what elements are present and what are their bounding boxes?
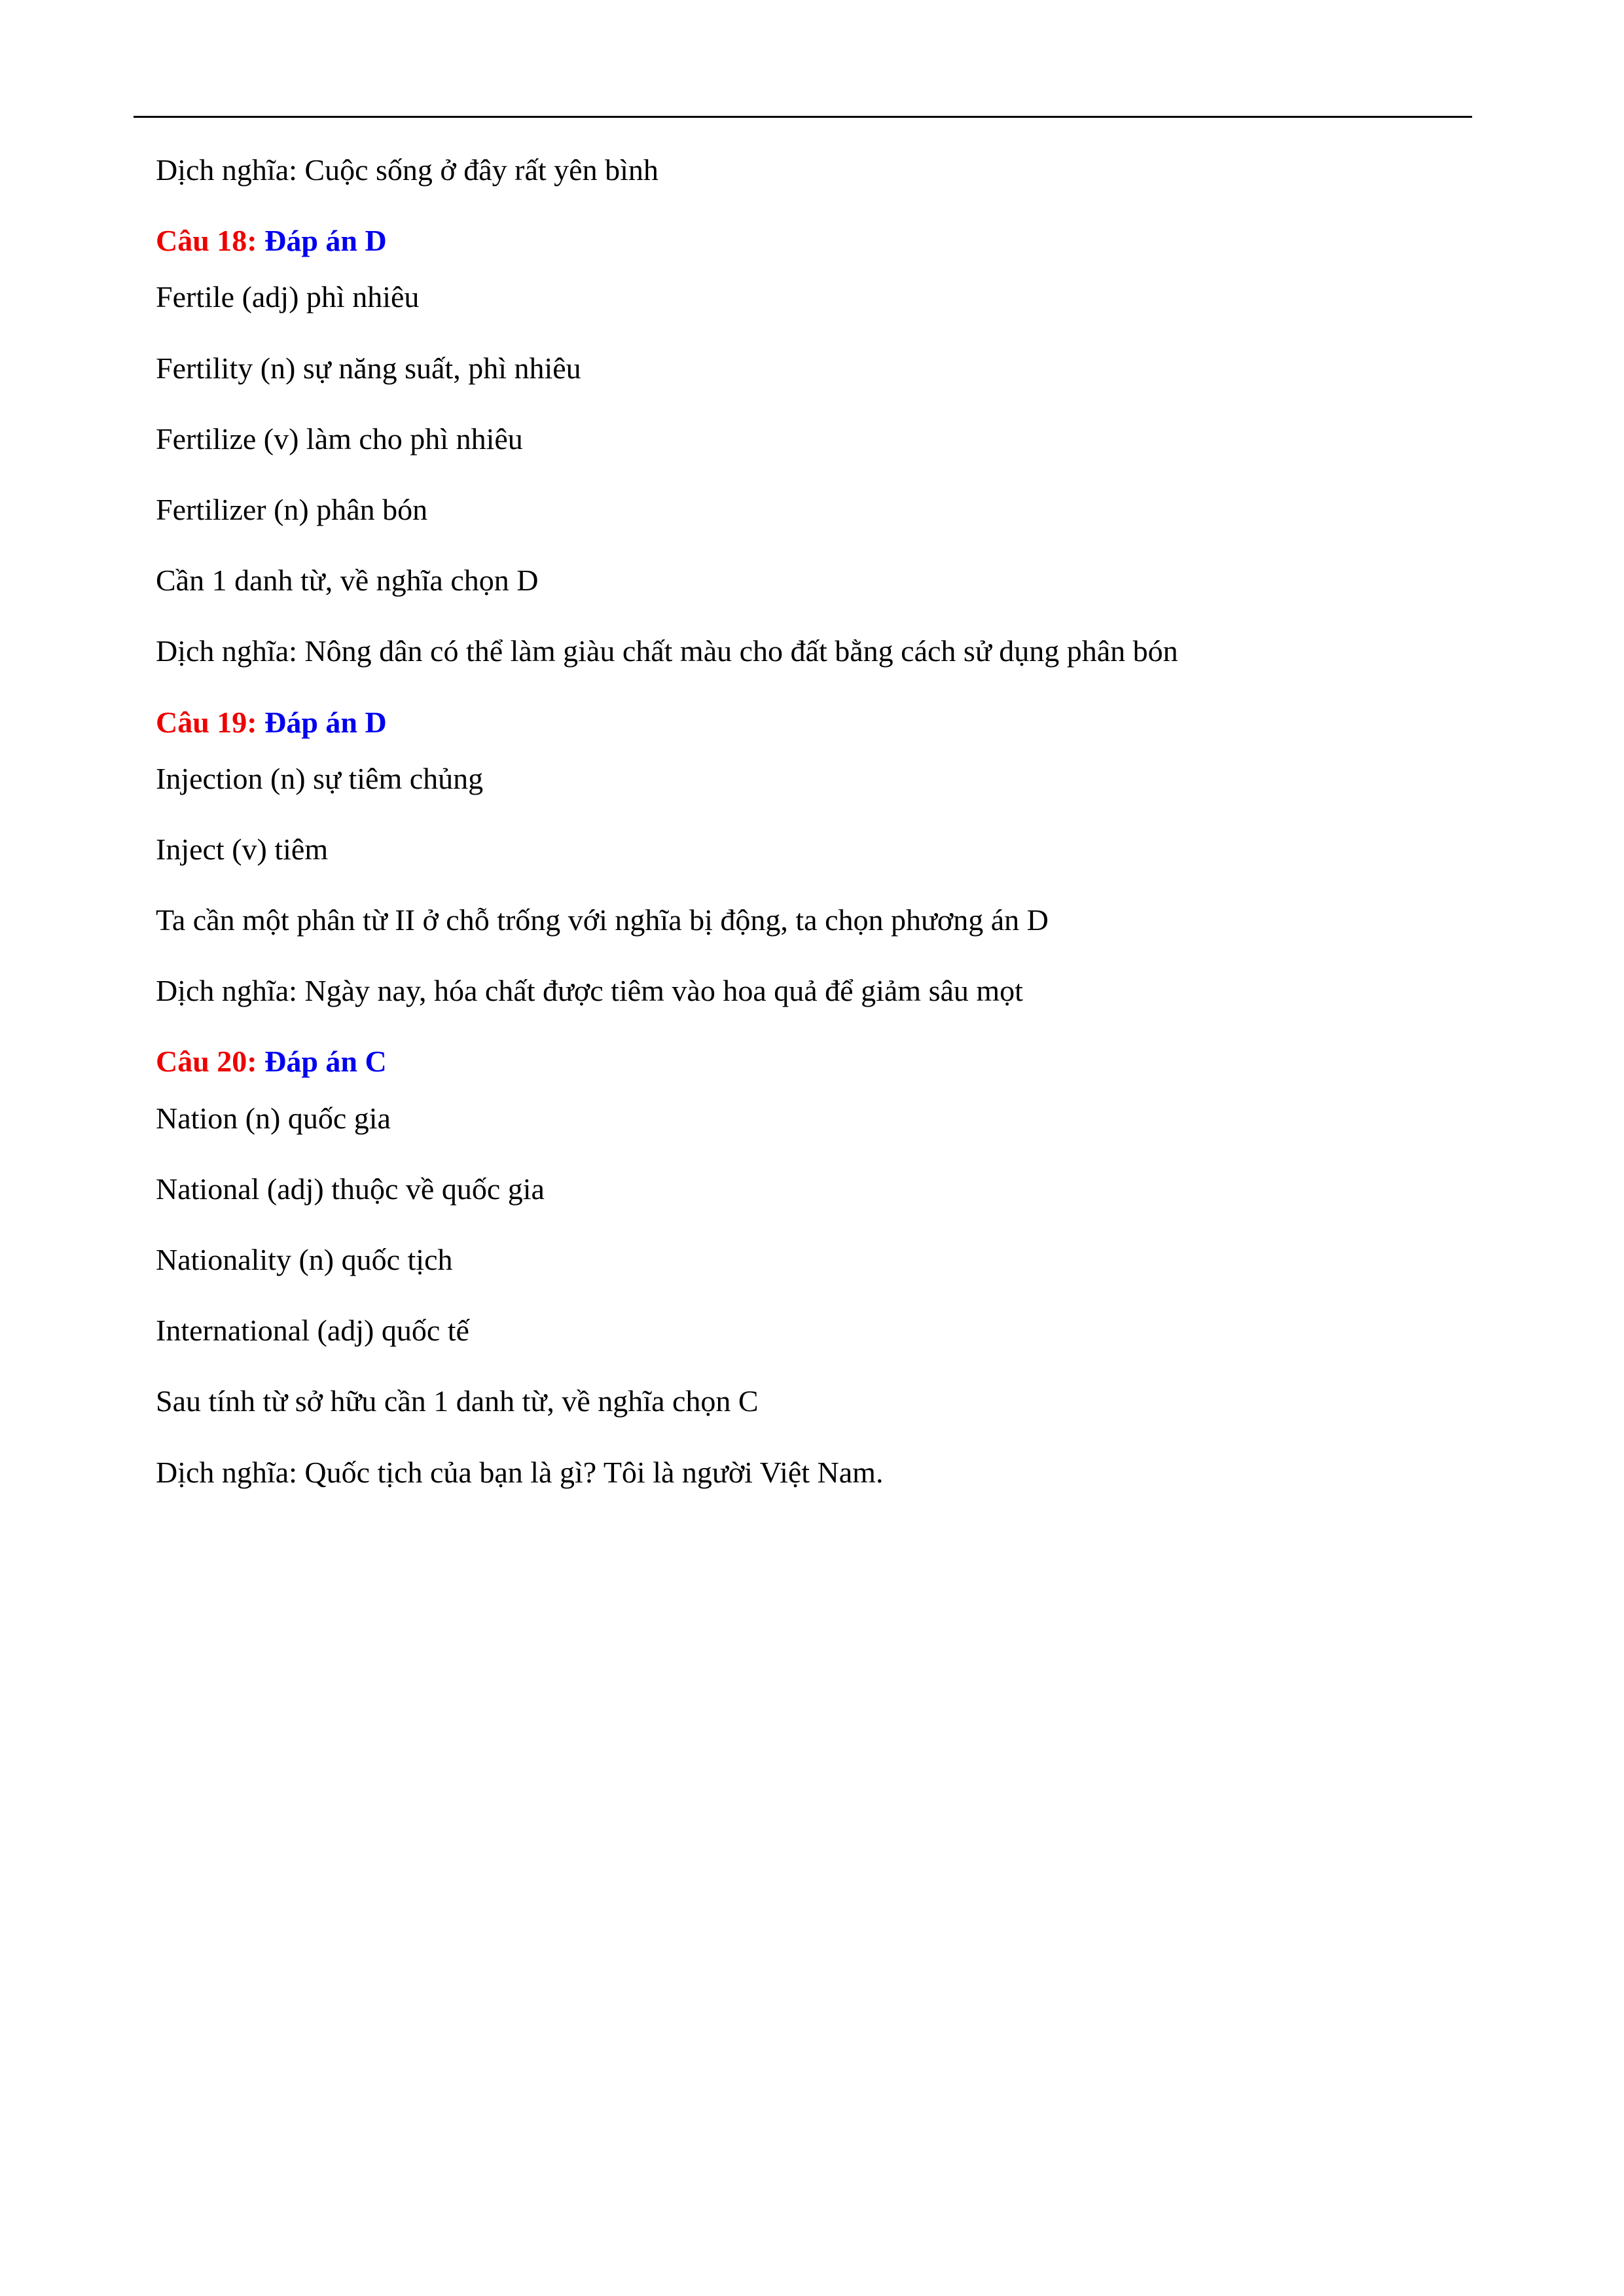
explanation-line: National (adj) thuộc về quốc gia: [156, 1172, 545, 1206]
explanation-line: Ta cần một phân từ II ở chỗ trống với nghĩa bị động, ta chọn phương án D: [156, 903, 1049, 937]
explanation-line: Nationality (n) quốc tịch: [156, 1243, 453, 1276]
explanation-line: International (adj) quốc tế: [156, 1314, 469, 1348]
question-heading-18: [156, 223, 1465, 259]
translation-line: Dịch nghĩa: Nông dân có thể làm giàu chất màu cho đất bằng cách sử dụng phân bón: [156, 634, 1178, 668]
answer-label: Đáp án D: [264, 705, 387, 739]
document-body: [156, 152, 1465, 1490]
translation-line: Dịch nghĩa: Quốc tịch của bạn là gì? Tôi là người Việt Nam.: [156, 1455, 884, 1489]
explanation-line: Cần 1 danh từ, về nghĩa chọn D: [156, 564, 539, 598]
explanation-line: Fertility (n) sự năng suất, phì nhiêu: [156, 351, 581, 385]
explanation-line: Fertile (adj) phì nhiêu: [156, 280, 420, 314]
explanation-line: Inject (v) tiêm: [156, 832, 329, 866]
answer-label: Đáp án D: [264, 224, 387, 258]
explanation-line: Fertilize (v) làm cho phì nhiêu: [156, 422, 523, 456]
question-label: Câu 19:: [156, 705, 257, 739]
explanation-line: Injection (n) sự tiêm chủng: [156, 761, 484, 795]
translation-line: Dịch nghĩa: Ngày nay, hóa chất được tiêm vào hoa quả để giảm sâu mọt: [156, 974, 1023, 1008]
answer-label: Đáp án C: [264, 1045, 387, 1079]
explanation-line: Fertilizer (n) phân bón: [156, 492, 428, 526]
explanation-line: Nation (n) quốc gia: [156, 1101, 391, 1135]
question-heading-19: [156, 704, 1465, 740]
question-label: Câu 20:: [156, 1045, 257, 1079]
question-label: Câu 18:: [156, 224, 257, 258]
question-heading-20: [156, 1043, 1465, 1079]
explanation-line: Sau tính từ sở hữu cần 1 danh từ, về nghĩa chọn C: [156, 1384, 759, 1418]
intro-translation: Dịch nghĩa: Cuộc sống ở đây rất yên bình: [156, 153, 659, 187]
header-rule: [134, 116, 1472, 118]
